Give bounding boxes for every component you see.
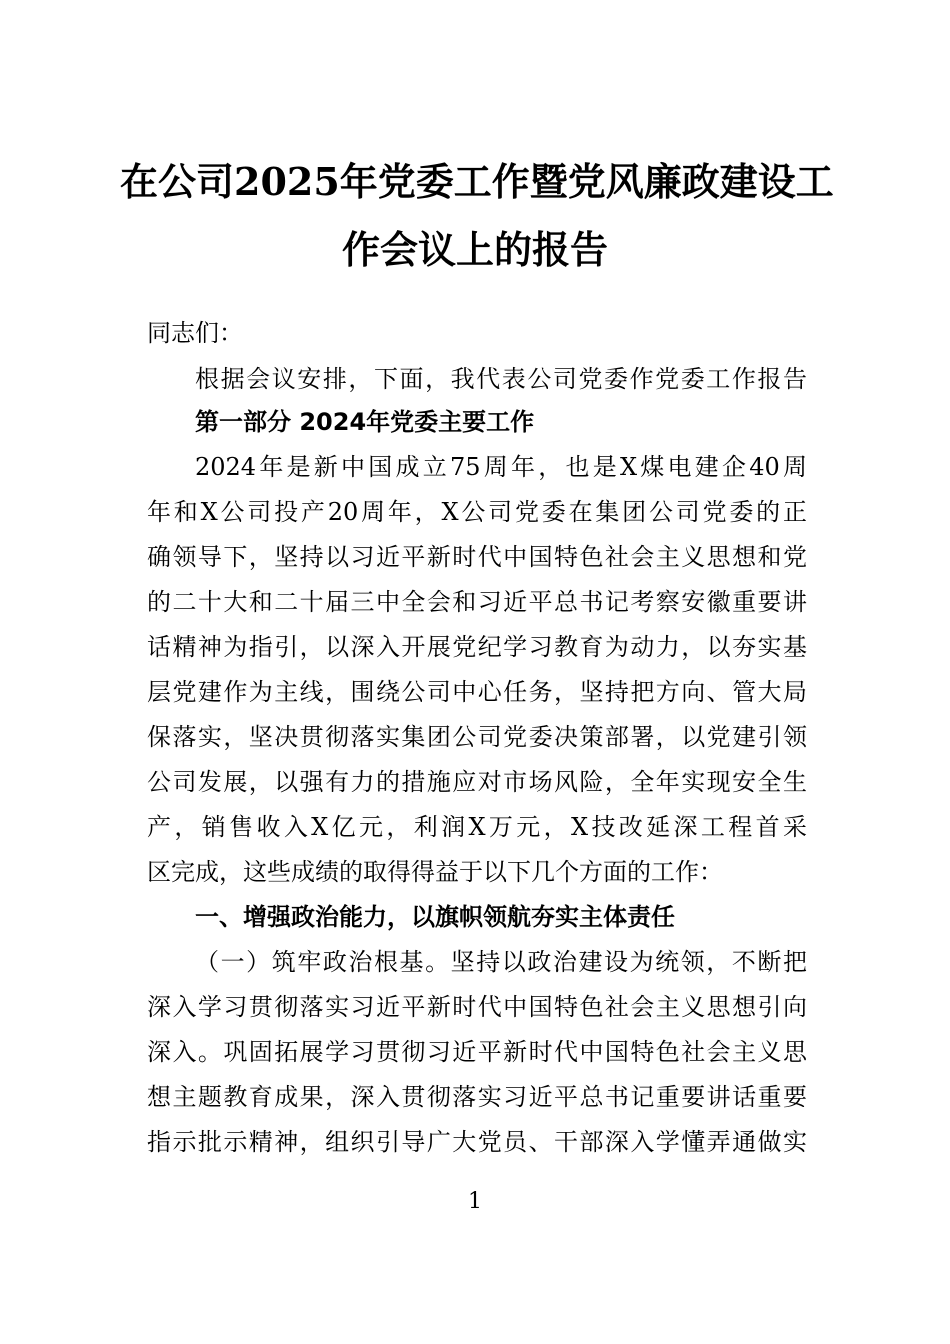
paragraph-1-line: 产，销售收入X亿元，利润X万元，X技改延深工程首采 xyxy=(147,813,807,841)
paragraph-1-line: 保落实，坚决贯彻落实集团公司党委决策部署，以党建引领 xyxy=(147,723,807,751)
paragraph-2-line: 深入学习贯彻落实习近平新时代中国特色社会主义思想引向 xyxy=(147,993,807,1021)
paragraph-2-line: 深入。巩固拓展学习贯彻习近平新时代中国特色社会主义思 xyxy=(147,1038,807,1066)
paragraph-2-line: （一）筑牢政治根基。坚持以政治建设为统领，不断把 xyxy=(195,948,807,976)
paragraph-1-line: 2024年是新中国成立75周年，也是X煤电建企40周 xyxy=(195,453,807,481)
part-one-heading: 第一部分 2024年党委主要工作 xyxy=(195,408,535,436)
document-title-line-2: 作会议上的报告 xyxy=(341,227,608,272)
paragraph-2-line: 想主题教育成果，深入贯彻落实习近平总书记重要讲话重要 xyxy=(147,1083,807,1111)
page-number: 1 xyxy=(468,1189,482,1214)
paragraph-1-line: 年和X公司投产20周年，X公司党委在集团公司党委的正 xyxy=(147,498,807,526)
paragraph-1-line: 确领导下，坚持以习近平新时代中国特色社会主义思想和党 xyxy=(147,543,807,571)
paragraph-1-line: 话精神为指引，以深入开展党纪学习教育为动力，以夯实基 xyxy=(147,633,807,661)
paragraph-1-line: 区完成，这些成绩的取得得益于以下几个方面的工作： xyxy=(147,858,723,886)
paragraph-1-line: 层党建作为主线，围绕公司中心任务，坚持把方向、管大局 xyxy=(147,678,807,706)
paragraph-1-line: 公司发展，以强有力的措施应对市场风险，全年实现安全生 xyxy=(147,768,807,796)
intro-paragraph: 根据会议安排，下面，我代表公司党委作党委工作报告 xyxy=(195,365,807,393)
section-one-heading: 一、增强政治能力，以旗帜领航夯实主体责任 xyxy=(195,903,675,931)
paragraph-1-line: 的二十大和二十届三中全会和习近平总书记考察安徽重要讲 xyxy=(147,588,807,616)
salutation: 同志们： xyxy=(147,319,243,347)
document-title-line-1: 在公司2025年党委工作暨党风廉政建设工 xyxy=(120,159,834,204)
paragraph-2-line: 指示批示精神，组织引导广大党员、干部深入学懂弄通做实 xyxy=(147,1128,807,1156)
